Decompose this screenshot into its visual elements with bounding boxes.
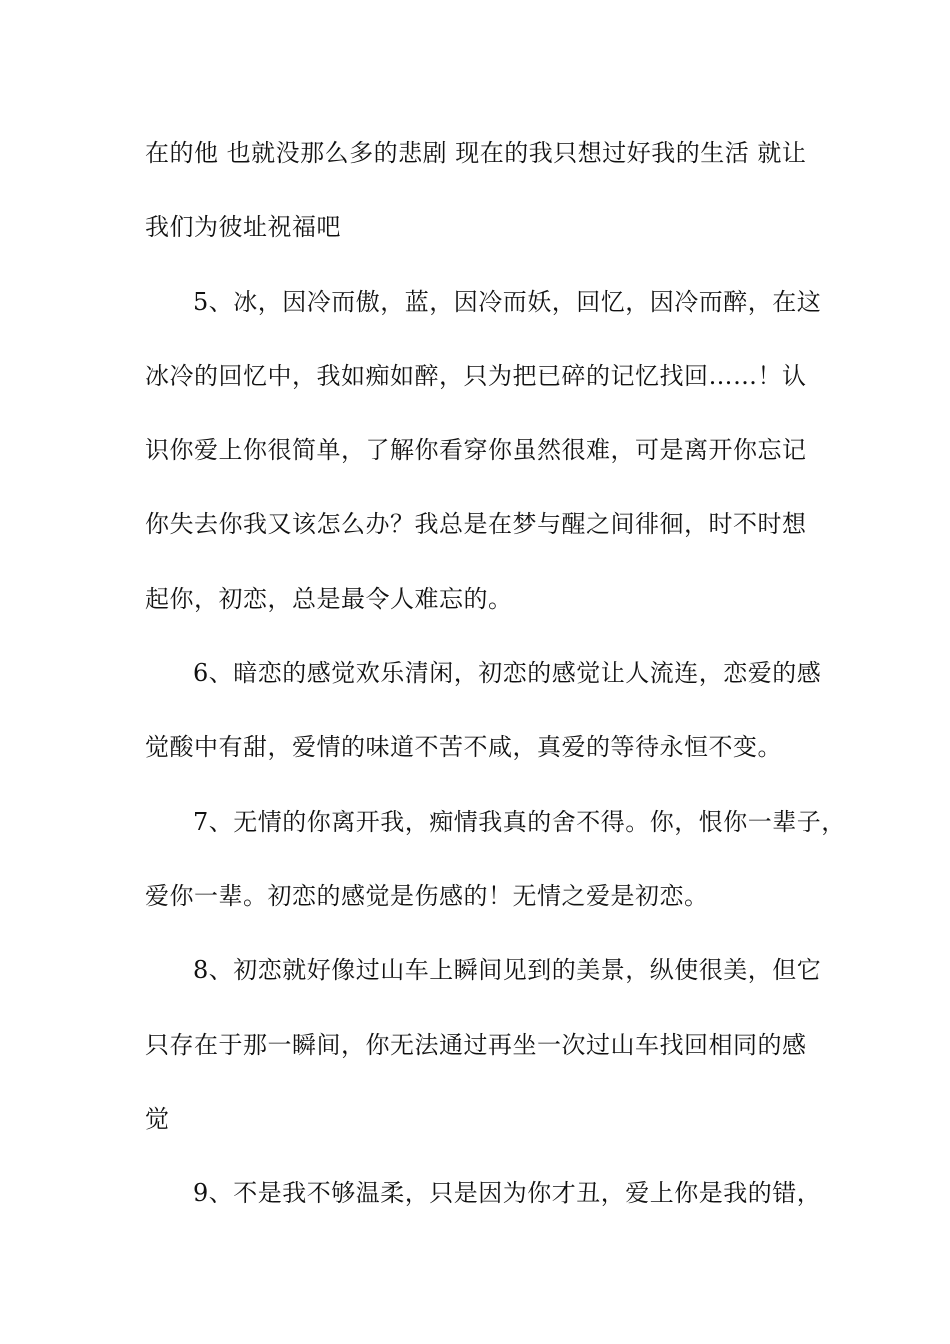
text-line: 爱你一辈。初恋的感觉是伤感的！无情之爱是初恋。 — [145, 882, 709, 910]
text-line: 觉酸中有甜，爱情的味道不苦不咸，真爱的等待永恒不变。 — [145, 733, 782, 761]
paragraph-start-6: 6、暗恋的感觉欢乐清闲，初恋的感觉让人流连，恋爱的感 — [193, 659, 822, 687]
paragraph-start-7: 7、无情的你离开我，痴情我真的舍不得。你，恨你一辈子， — [193, 808, 846, 836]
text-line: 识你爱上你很简单，了解你看穿你虽然很难，可是离开你忘记 — [145, 436, 807, 464]
paragraph-start-5: 5、冰，因冷而傲，蓝，因冷而妖，回忆，因冷而醉，在这 — [193, 288, 822, 316]
text-line: 在的他 也就没那么多的悲剧 现在的我只想过好我的生活 就让 — [145, 139, 807, 167]
text-line: 你失去你我又该怎么办？我总是在梦与醒之间徘徊，时不时想 — [145, 510, 807, 538]
text-line: 只存在于那一瞬间，你无法通过再坐一次过山车找回相同的感 — [145, 1031, 807, 1059]
text-line: 起你，初恋，总是最令人难忘的。 — [145, 585, 513, 613]
paragraph-start-9: 9、不是我不够温柔，只是因为你才丑，爱上你是我的错， — [193, 1179, 822, 1207]
text-line: 我们为彼址祝福吧 — [145, 213, 341, 241]
text-line: 觉 — [145, 1105, 170, 1133]
paragraph-start-8: 8、初恋就好像过山车上瞬间见到的美景，纵使很美，但它 — [193, 956, 822, 984]
text-line: 冰冷的回忆中，我如痴如醉，只为把已碎的记忆找回……！认 — [145, 362, 807, 390]
